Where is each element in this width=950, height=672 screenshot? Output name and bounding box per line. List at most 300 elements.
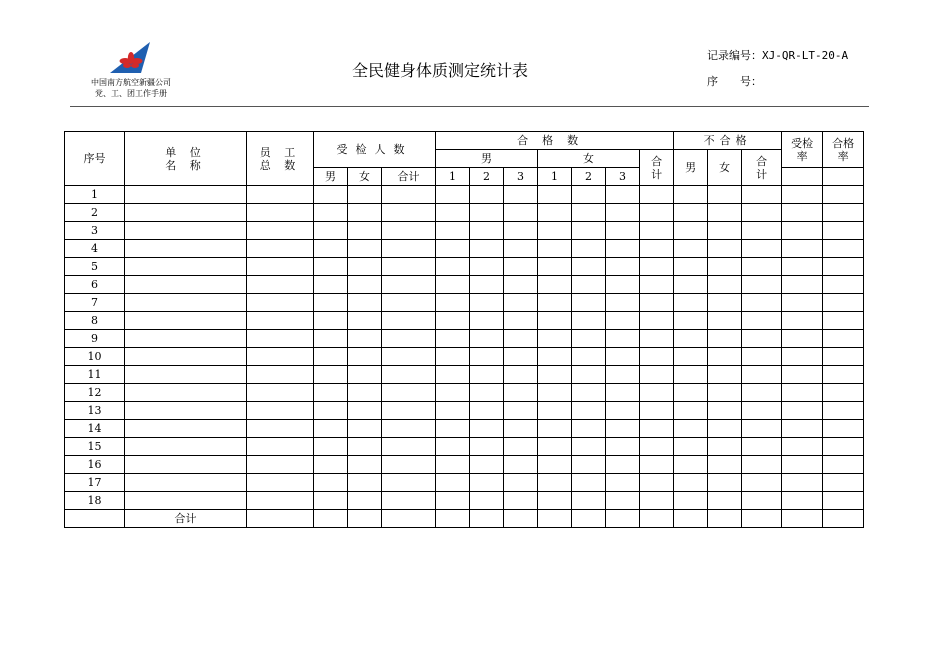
table-cell[interactable] [247, 474, 314, 492]
table-cell[interactable] [674, 438, 708, 456]
table-cell[interactable] [504, 384, 538, 402]
table-cell[interactable] [782, 510, 823, 528]
table-cell[interactable] [247, 204, 314, 222]
table-cell[interactable] [504, 204, 538, 222]
table-cell[interactable] [782, 312, 823, 330]
table-cell[interactable] [247, 510, 314, 528]
table-cell[interactable] [742, 312, 782, 330]
table-cell[interactable] [125, 240, 247, 258]
table-cell[interactable] [782, 258, 823, 276]
table-cell[interactable] [674, 474, 708, 492]
table-cell[interactable] [606, 384, 640, 402]
table-cell[interactable] [314, 348, 348, 366]
table-cell[interactable] [470, 456, 504, 474]
table-cell[interactable] [470, 222, 504, 240]
table-cell[interactable] [640, 366, 674, 384]
table-cell[interactable] [742, 186, 782, 204]
table-cell[interactable] [572, 384, 606, 402]
table-cell[interactable] [708, 258, 742, 276]
table-cell[interactable] [382, 222, 436, 240]
table-cell[interactable] [742, 258, 782, 276]
table-cell[interactable] [708, 438, 742, 456]
table-cell[interactable] [538, 258, 572, 276]
table-cell[interactable] [572, 510, 606, 528]
table-cell[interactable] [382, 258, 436, 276]
table-cell[interactable] [823, 492, 864, 510]
table-cell[interactable] [572, 402, 606, 420]
table-cell[interactable] [640, 474, 674, 492]
table-cell[interactable] [504, 294, 538, 312]
table-cell[interactable] [572, 348, 606, 366]
table-cell[interactable] [606, 276, 640, 294]
table-cell[interactable] [382, 312, 436, 330]
table-cell[interactable] [247, 492, 314, 510]
table-cell[interactable] [572, 222, 606, 240]
table-cell[interactable] [125, 330, 247, 348]
table-cell[interactable] [674, 258, 708, 276]
table-cell[interactable] [470, 330, 504, 348]
table-cell[interactable] [823, 456, 864, 474]
table-cell[interactable] [436, 420, 470, 438]
table-cell[interactable] [708, 402, 742, 420]
table-cell[interactable] [125, 222, 247, 240]
table-cell[interactable] [823, 420, 864, 438]
table-cell[interactable] [640, 204, 674, 222]
table-cell[interactable] [782, 240, 823, 258]
table-cell[interactable] [640, 420, 674, 438]
table-cell[interactable] [314, 384, 348, 402]
table-cell[interactable] [348, 402, 382, 420]
table-cell[interactable] [382, 438, 436, 456]
table-cell[interactable] [247, 348, 314, 366]
table-cell[interactable] [436, 456, 470, 474]
table-cell[interactable] [782, 474, 823, 492]
table-cell[interactable] [538, 276, 572, 294]
table-cell[interactable] [247, 402, 314, 420]
table-cell[interactable] [823, 294, 864, 312]
table-cell[interactable] [538, 456, 572, 474]
table-cell[interactable] [572, 258, 606, 276]
table-cell[interactable] [382, 204, 436, 222]
table-cell[interactable] [674, 204, 708, 222]
table-cell[interactable] [382, 456, 436, 474]
table-cell[interactable] [348, 510, 382, 528]
table-cell[interactable] [606, 474, 640, 492]
table-cell[interactable] [742, 510, 782, 528]
table-cell[interactable] [125, 258, 247, 276]
table-cell[interactable] [348, 204, 382, 222]
table-cell[interactable] [314, 186, 348, 204]
table-cell[interactable] [572, 474, 606, 492]
table-cell[interactable] [708, 186, 742, 204]
table-cell[interactable] [742, 204, 782, 222]
table-cell[interactable] [742, 366, 782, 384]
table-cell[interactable] [348, 456, 382, 474]
table-cell[interactable] [470, 294, 504, 312]
table-cell[interactable] [742, 438, 782, 456]
table-cell[interactable] [640, 294, 674, 312]
table-cell[interactable] [823, 258, 864, 276]
table-cell[interactable] [538, 186, 572, 204]
table-cell[interactable] [470, 438, 504, 456]
table-cell[interactable] [314, 276, 348, 294]
table-cell[interactable] [314, 456, 348, 474]
table-cell[interactable] [470, 420, 504, 438]
table-cell[interactable] [125, 402, 247, 420]
table-cell[interactable] [125, 186, 247, 204]
table-cell[interactable] [247, 366, 314, 384]
table-cell[interactable] [470, 402, 504, 420]
table-cell[interactable] [782, 492, 823, 510]
table-cell[interactable] [436, 186, 470, 204]
table-cell[interactable] [504, 366, 538, 384]
table-cell[interactable] [640, 330, 674, 348]
table-cell[interactable] [674, 456, 708, 474]
table-cell[interactable] [504, 222, 538, 240]
table-cell[interactable] [606, 348, 640, 366]
table-cell[interactable] [314, 366, 348, 384]
table-cell[interactable] [382, 510, 436, 528]
table-cell[interactable] [504, 420, 538, 438]
table-cell[interactable] [470, 510, 504, 528]
table-cell[interactable] [674, 420, 708, 438]
table-cell[interactable] [504, 348, 538, 366]
table-cell[interactable] [382, 240, 436, 258]
table-cell[interactable] [436, 366, 470, 384]
table-cell[interactable] [708, 240, 742, 258]
table-cell[interactable] [538, 402, 572, 420]
table-cell[interactable] [436, 222, 470, 240]
table-cell[interactable] [504, 276, 538, 294]
table-cell[interactable] [125, 384, 247, 402]
table-cell[interactable] [674, 240, 708, 258]
table-cell[interactable] [382, 276, 436, 294]
table-cell[interactable] [314, 474, 348, 492]
table-cell[interactable] [470, 366, 504, 384]
table-cell[interactable] [606, 456, 640, 474]
table-cell[interactable] [674, 402, 708, 420]
table-cell[interactable] [538, 348, 572, 366]
table-cell[interactable] [782, 186, 823, 204]
table-cell[interactable] [538, 222, 572, 240]
table-cell[interactable] [708, 474, 742, 492]
table-cell[interactable] [708, 348, 742, 366]
table-cell[interactable] [674, 348, 708, 366]
table-cell[interactable] [382, 186, 436, 204]
table-cell[interactable] [572, 330, 606, 348]
table-cell[interactable] [348, 294, 382, 312]
table-cell[interactable] [538, 240, 572, 258]
table-cell[interactable] [823, 204, 864, 222]
table-cell[interactable] [470, 348, 504, 366]
table-cell[interactable] [247, 312, 314, 330]
table-cell[interactable] [436, 204, 470, 222]
table-cell[interactable] [782, 456, 823, 474]
table-cell[interactable] [674, 312, 708, 330]
table-cell[interactable] [436, 276, 470, 294]
table-cell[interactable] [314, 330, 348, 348]
table-cell[interactable] [436, 294, 470, 312]
table-cell[interactable] [436, 510, 470, 528]
table-cell[interactable] [742, 348, 782, 366]
table-cell[interactable] [125, 492, 247, 510]
table-cell[interactable] [247, 330, 314, 348]
table-cell[interactable] [504, 474, 538, 492]
table-cell[interactable] [640, 222, 674, 240]
table-cell[interactable] [708, 276, 742, 294]
table-cell[interactable] [742, 240, 782, 258]
table-cell[interactable] [125, 312, 247, 330]
table-cell[interactable] [742, 492, 782, 510]
table-cell[interactable] [314, 258, 348, 276]
table-cell[interactable] [640, 402, 674, 420]
table-cell[interactable] [782, 348, 823, 366]
table-cell[interactable] [348, 438, 382, 456]
table-cell[interactable] [436, 384, 470, 402]
table-cell[interactable] [538, 330, 572, 348]
table-cell[interactable] [436, 348, 470, 366]
table-cell[interactable] [504, 312, 538, 330]
table-cell[interactable] [640, 312, 674, 330]
table-cell[interactable] [823, 276, 864, 294]
table-cell[interactable] [382, 294, 436, 312]
table-cell[interactable] [125, 366, 247, 384]
table-cell[interactable] [606, 492, 640, 510]
table-cell[interactable] [125, 420, 247, 438]
table-cell[interactable] [572, 204, 606, 222]
table-cell[interactable] [708, 420, 742, 438]
table-cell[interactable] [606, 222, 640, 240]
table-cell[interactable] [708, 330, 742, 348]
table-cell[interactable] [538, 366, 572, 384]
table-cell[interactable] [470, 204, 504, 222]
table-cell[interactable] [606, 294, 640, 312]
table-cell[interactable] [247, 420, 314, 438]
table-cell[interactable] [572, 294, 606, 312]
table-cell[interactable] [674, 222, 708, 240]
table-cell[interactable] [436, 492, 470, 510]
table-cell[interactable] [640, 348, 674, 366]
table-cell[interactable] [782, 438, 823, 456]
table-cell[interactable] [382, 474, 436, 492]
table-cell[interactable] [640, 186, 674, 204]
table-cell[interactable] [572, 312, 606, 330]
table-cell[interactable] [823, 348, 864, 366]
table-cell[interactable] [742, 456, 782, 474]
table-cell[interactable] [742, 276, 782, 294]
table-cell[interactable] [348, 492, 382, 510]
table-cell[interactable] [247, 456, 314, 474]
table-cell[interactable] [348, 474, 382, 492]
table-cell[interactable] [125, 276, 247, 294]
table-cell[interactable] [674, 366, 708, 384]
table-cell[interactable] [382, 492, 436, 510]
table-cell[interactable] [674, 510, 708, 528]
table-cell[interactable] [606, 258, 640, 276]
table-cell[interactable] [606, 204, 640, 222]
table-cell[interactable] [708, 456, 742, 474]
table-cell[interactable] [247, 240, 314, 258]
table-cell[interactable] [782, 222, 823, 240]
table-cell[interactable] [823, 240, 864, 258]
table-cell[interactable] [314, 240, 348, 258]
table-cell[interactable] [504, 240, 538, 258]
table-cell[interactable] [823, 438, 864, 456]
table-cell[interactable] [314, 420, 348, 438]
table-cell[interactable] [348, 420, 382, 438]
table-cell[interactable] [823, 312, 864, 330]
table-cell[interactable] [247, 222, 314, 240]
table-cell[interactable] [538, 312, 572, 330]
table-cell[interactable] [823, 402, 864, 420]
table-cell[interactable] [314, 510, 348, 528]
table-cell[interactable] [314, 402, 348, 420]
table-cell[interactable] [606, 402, 640, 420]
table-cell[interactable] [348, 240, 382, 258]
table-cell[interactable] [708, 384, 742, 402]
table-cell[interactable] [348, 258, 382, 276]
table-cell[interactable] [348, 366, 382, 384]
table-cell[interactable] [823, 186, 864, 204]
table-cell[interactable] [436, 258, 470, 276]
table-cell[interactable] [125, 438, 247, 456]
table-cell[interactable] [125, 294, 247, 312]
table-cell[interactable] [382, 384, 436, 402]
table-cell[interactable] [470, 240, 504, 258]
table-cell[interactable] [436, 438, 470, 456]
table-cell[interactable] [674, 492, 708, 510]
table-cell[interactable] [742, 294, 782, 312]
table-cell[interactable] [538, 420, 572, 438]
table-cell[interactable] [504, 186, 538, 204]
table-cell[interactable] [314, 294, 348, 312]
table-cell[interactable] [504, 456, 538, 474]
table-cell[interactable] [742, 384, 782, 402]
table-cell[interactable] [823, 366, 864, 384]
table-cell[interactable] [708, 366, 742, 384]
table-cell[interactable] [538, 438, 572, 456]
table-cell[interactable] [674, 276, 708, 294]
table-cell[interactable] [782, 366, 823, 384]
table-cell[interactable] [436, 240, 470, 258]
table-cell[interactable] [436, 474, 470, 492]
table-cell[interactable] [125, 474, 247, 492]
table-cell[interactable] [314, 204, 348, 222]
table-cell[interactable] [823, 510, 864, 528]
table-cell[interactable] [640, 276, 674, 294]
table-cell[interactable] [436, 330, 470, 348]
table-cell[interactable] [606, 510, 640, 528]
table-cell[interactable] [742, 222, 782, 240]
table-cell[interactable] [382, 420, 436, 438]
table-cell[interactable] [504, 402, 538, 420]
table-cell[interactable] [247, 186, 314, 204]
table-cell[interactable] [382, 402, 436, 420]
table-cell[interactable] [572, 366, 606, 384]
table-cell[interactable] [470, 492, 504, 510]
table-cell[interactable] [247, 294, 314, 312]
table-cell[interactable] [606, 438, 640, 456]
table-cell[interactable] [640, 438, 674, 456]
table-cell[interactable] [125, 204, 247, 222]
table-cell[interactable] [823, 222, 864, 240]
table-cell[interactable] [470, 258, 504, 276]
table-cell[interactable] [606, 330, 640, 348]
table-cell[interactable] [742, 330, 782, 348]
table-cell[interactable] [504, 510, 538, 528]
table-cell[interactable] [782, 294, 823, 312]
table-cell[interactable] [708, 294, 742, 312]
table-cell[interactable] [674, 330, 708, 348]
table-cell[interactable] [782, 204, 823, 222]
table-cell[interactable] [742, 474, 782, 492]
table-cell[interactable] [674, 186, 708, 204]
table-cell[interactable] [314, 222, 348, 240]
table-cell[interactable] [470, 186, 504, 204]
table-cell[interactable] [782, 330, 823, 348]
table-cell[interactable] [504, 330, 538, 348]
table-cell[interactable] [314, 312, 348, 330]
table-cell[interactable] [782, 276, 823, 294]
table-cell[interactable] [247, 258, 314, 276]
table-cell[interactable] [708, 510, 742, 528]
table-cell[interactable] [742, 420, 782, 438]
table-cell[interactable] [640, 240, 674, 258]
table-cell[interactable] [382, 366, 436, 384]
table-cell[interactable] [470, 384, 504, 402]
table-cell[interactable] [640, 258, 674, 276]
table-cell[interactable] [348, 384, 382, 402]
table-cell[interactable] [470, 312, 504, 330]
table-cell[interactable] [674, 384, 708, 402]
table-cell[interactable] [247, 276, 314, 294]
table-cell[interactable] [125, 348, 247, 366]
table-cell[interactable] [504, 438, 538, 456]
table-cell[interactable] [314, 492, 348, 510]
table-cell[interactable] [708, 492, 742, 510]
table-cell[interactable] [348, 330, 382, 348]
table-cell[interactable] [572, 276, 606, 294]
table-cell[interactable] [782, 402, 823, 420]
table-cell[interactable] [572, 420, 606, 438]
table-cell[interactable] [538, 204, 572, 222]
table-cell[interactable] [436, 312, 470, 330]
table-cell[interactable] [708, 312, 742, 330]
table-cell[interactable] [606, 420, 640, 438]
table-cell[interactable] [470, 276, 504, 294]
table-cell[interactable] [538, 492, 572, 510]
table-cell[interactable] [125, 456, 247, 474]
table-cell[interactable] [572, 438, 606, 456]
table-cell[interactable] [314, 438, 348, 456]
table-cell[interactable] [247, 384, 314, 402]
table-cell[interactable] [640, 492, 674, 510]
table-cell[interactable] [708, 204, 742, 222]
table-cell[interactable] [247, 438, 314, 456]
table-cell[interactable] [348, 348, 382, 366]
table-cell[interactable] [823, 384, 864, 402]
table-cell[interactable] [572, 240, 606, 258]
table-cell[interactable] [572, 186, 606, 204]
table-cell[interactable] [742, 402, 782, 420]
table-cell[interactable] [572, 456, 606, 474]
table-cell[interactable] [382, 330, 436, 348]
table-cell[interactable] [504, 492, 538, 510]
table-cell[interactable] [708, 222, 742, 240]
table-cell[interactable] [782, 420, 823, 438]
table-cell[interactable] [606, 186, 640, 204]
table-cell[interactable] [470, 474, 504, 492]
